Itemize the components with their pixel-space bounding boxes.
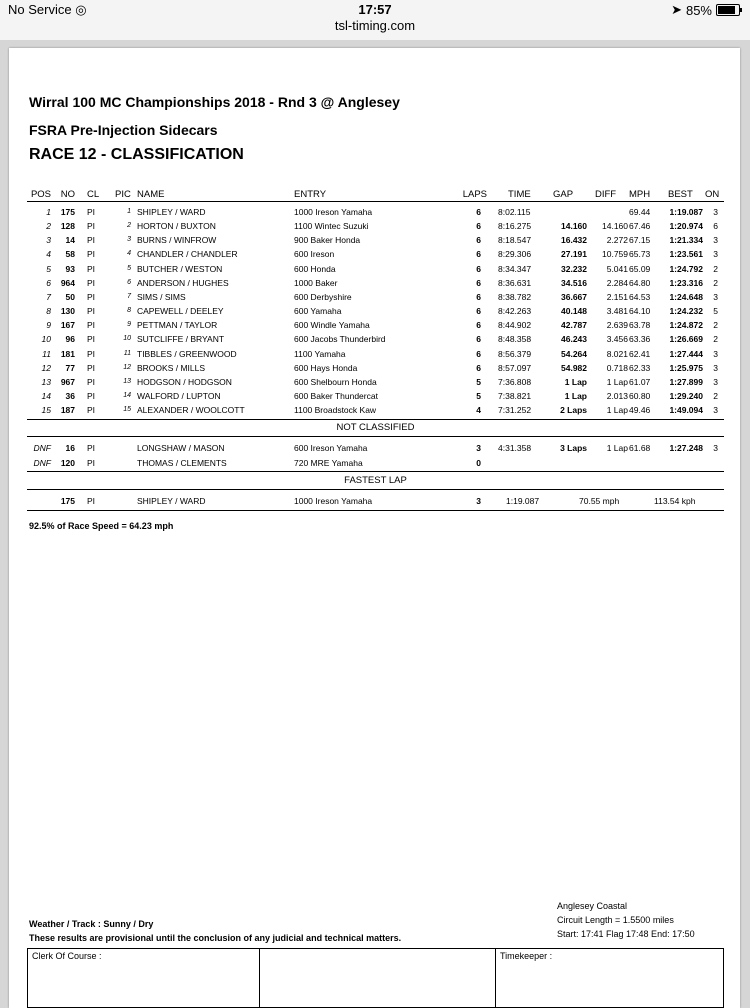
cell-name: HODGSON / HODGSON [137, 376, 232, 387]
cell-gap: 36.667 [561, 291, 587, 302]
col-diff: DIFF [595, 189, 617, 200]
cell-on: 3 [713, 405, 718, 416]
cell-name: SHIPLEY / WARD [137, 207, 206, 217]
cell-mph: 65.73 [629, 249, 651, 260]
cell-gap: 54.264 [561, 348, 587, 359]
cell-time: 7:31.252 [498, 405, 532, 416]
cell-mph: 64.53 [629, 291, 651, 302]
col-cl: CL [87, 189, 100, 200]
weather-track: Weather / Track : Sunny / Dry [29, 919, 154, 929]
cell-gap: 16.432 [561, 235, 587, 246]
cell-gap: 1 Lap [564, 390, 587, 401]
fl-cl: PI [87, 496, 96, 506]
cell-best: 1:27.444 [669, 348, 703, 359]
cell-no: 181 [60, 348, 75, 359]
col-pic: PIC [115, 189, 131, 200]
cell-entry: 600 Windle Yamaha [294, 320, 370, 331]
cell-time: 7:36.808 [498, 376, 532, 387]
cell-entry: 600 Baker Thundercat [294, 390, 378, 401]
cell-diff: 14.160 [602, 221, 628, 232]
cell-pic: 1 [127, 208, 131, 215]
dnf-cell-name: LONGSHAW / MASON [137, 443, 225, 453]
cell-entry: 900 Baker Honda [294, 235, 361, 246]
col-name: NAME [137, 189, 165, 200]
cell-time: 8:02.115 [498, 207, 531, 217]
results-document [9, 48, 740, 1008]
cell-cl: PI [87, 221, 96, 232]
col-pos: POS [30, 189, 51, 200]
dnf-cell-name: THOMAS / CLEMENTS [137, 457, 227, 468]
cell-no: 96 [65, 334, 75, 345]
cell-name: ALEXANDER / WOOLCOTT [137, 405, 245, 416]
cell-time: 8:38.782 [498, 291, 532, 302]
address-bar[interactable]: tsl-timing.com [334, 18, 416, 33]
cell-name: SIMS / SIMS [137, 291, 186, 302]
cell-laps: 6 [476, 291, 481, 302]
wifi-icon: ◎ [75, 2, 87, 17]
cell-mph: 62.41 [629, 348, 651, 359]
cell-pos: 14 [41, 390, 51, 401]
cell-pos: 9 [46, 320, 51, 331]
cell-diff: 1 Lap [606, 405, 628, 416]
cell-pos: 8 [46, 306, 51, 317]
cell-laps: 6 [476, 277, 481, 288]
cell-name: BURNS / WINFROW [137, 235, 217, 246]
rule [27, 489, 724, 490]
cell-name: HORTON / BUXTON [137, 221, 216, 232]
cell-mph: 64.10 [629, 306, 651, 317]
cell-pos: 3 [46, 235, 51, 246]
battery-icon [716, 4, 740, 16]
cell-entry: 1100 Wintec Suzuki [294, 221, 369, 232]
cell-gap: 54.982 [561, 362, 587, 373]
cell-cl: PI [87, 277, 96, 288]
cell-diff: 2.013 [606, 390, 628, 401]
cell-laps: 6 [476, 221, 481, 232]
fl-entry: 1000 Ireson Yamaha [294, 496, 373, 506]
cell-time: 8:34.347 [498, 263, 532, 274]
cell-cl: PI [87, 320, 96, 331]
cell-mph: 60.80 [629, 390, 651, 401]
dnf-cell-gap: 3 Laps [560, 443, 587, 453]
cell-name: WALFORD / LUPTON [137, 390, 221, 401]
signature-box-middle [259, 948, 496, 1008]
cell-pic: 8 [127, 307, 131, 315]
cell-best: 1:20.974 [669, 221, 703, 232]
col-time: TIME [508, 189, 531, 200]
cell-name: CAPEWELL / DEELEY [137, 306, 224, 317]
cell-cl: PI [87, 249, 96, 260]
cell-pos: 2 [46, 221, 51, 232]
cell-on: 3 [713, 348, 718, 359]
cell-pic: 2 [127, 222, 131, 230]
cell-pos: 15 [41, 405, 51, 416]
dnf-cell-cl: PI [87, 443, 96, 453]
cell-mph: 49.46 [629, 405, 651, 416]
cell-no: 130 [60, 306, 75, 317]
col-laps: LAPS [462, 189, 487, 200]
cell-pos: 1 [46, 207, 51, 217]
cell-cl: PI [87, 362, 96, 373]
cell-pos: 10 [41, 334, 51, 345]
clock: 17:57 [358, 2, 392, 17]
cell-mph: 63.36 [629, 334, 651, 345]
cell-gap: 40.148 [561, 306, 587, 317]
cell-on: 2 [713, 320, 718, 331]
cell-entry: 600 Derbyshire [294, 291, 352, 302]
cell-on: 3 [713, 207, 718, 217]
cell-mph: 67.46 [629, 221, 651, 232]
cell-mph: 67.15 [629, 235, 651, 246]
cell-cl: PI [87, 306, 96, 317]
cell-diff: 2.284 [606, 277, 628, 288]
dnf-cell-entry: 600 Ireson Yamaha [294, 443, 368, 453]
cell-time: 8:16.275 [498, 221, 532, 232]
cell-entry: 600 Shelbourn Honda [294, 376, 377, 387]
circuit-length: Circuit Length = 1.5500 miles [557, 915, 674, 925]
fl-time: 1:19.087 [506, 496, 540, 506]
cell-name: PETTMAN / TAYLOR [137, 320, 218, 331]
cell-pos: 7 [46, 291, 51, 302]
cell-pos: 12 [41, 362, 51, 373]
fl-no: 175 [60, 496, 75, 506]
cell-mph: 64.80 [629, 277, 651, 288]
cell-gap: 2 Laps [560, 405, 587, 416]
carrier-status: No Service ◎ [8, 2, 87, 17]
cell-cl: PI [87, 376, 96, 387]
cell-gap: 14.160 [561, 221, 587, 232]
cell-laps: 6 [476, 320, 481, 331]
cell-on: 3 [713, 291, 718, 302]
cell-entry: 600 Jacobs Thunderbird [294, 334, 386, 345]
timekeeper-box [495, 948, 724, 1008]
col-gap: GAP [553, 189, 574, 200]
cell-laps: 6 [476, 334, 481, 345]
cell-entry: 600 Hays Honda [294, 362, 358, 373]
cell-diff: 2.639 [606, 320, 628, 331]
cell-pic: 13 [123, 377, 131, 385]
cell-best: 1:27.899 [669, 376, 703, 387]
cell-on: 2 [713, 334, 718, 345]
cell-gap: 1 Lap [564, 376, 587, 387]
cell-pos: 4 [46, 249, 51, 260]
fl-lap: 3 [476, 496, 481, 506]
cell-pos: 11 [42, 348, 51, 359]
cell-pic: 9 [127, 321, 131, 329]
cell-no: 93 [65, 263, 75, 274]
fastest-lap-heading: FASTEST LAP [344, 475, 407, 486]
cell-name: ANDERSON / HUGHES [137, 277, 229, 288]
cell-best: 1:23.561 [669, 249, 703, 260]
cell-mph: 65.09 [629, 263, 651, 274]
cell-laps: 6 [476, 263, 481, 274]
dnf-cell-time: 4:31.358 [498, 443, 532, 453]
cell-pic: 15 [123, 406, 131, 414]
cell-laps: 6 [476, 207, 481, 217]
cell-time: 7:38.821 [498, 390, 532, 401]
cell-cl: PI [87, 334, 96, 345]
cell-time: 8:44.902 [498, 320, 532, 331]
cell-name: BROOKS / MILLS [137, 362, 206, 373]
cell-no: 128 [60, 221, 75, 232]
clerk-label: Clerk Of Course : [32, 951, 102, 961]
cell-pos: 6 [46, 277, 51, 288]
clerk-of-course-box [27, 948, 260, 1008]
dnf-cell-pos: DNF [33, 443, 51, 453]
cell-no: 187 [60, 405, 75, 416]
cell-mph: 69.44 [629, 207, 651, 217]
dnf-cell-laps: 0 [476, 457, 481, 468]
cell-cl: PI [87, 207, 96, 217]
cell-no: 167 [60, 320, 75, 331]
cell-on: 3 [713, 376, 718, 387]
cell-pic: 4 [127, 250, 131, 258]
cell-entry: 1100 Yamaha [294, 348, 346, 359]
cell-best: 1:29.240 [669, 390, 703, 401]
battery-status: ➤ 85% [671, 2, 740, 18]
cell-on: 6 [713, 221, 718, 232]
cell-diff: 3.456 [606, 334, 628, 345]
cell-cl: PI [87, 291, 96, 302]
cell-no: 50 [65, 291, 75, 302]
cell-entry: 1000 Baker [294, 277, 338, 288]
cell-on: 5 [713, 306, 718, 317]
cell-laps: 6 [476, 362, 481, 373]
cell-diff: 0.718 [606, 362, 628, 373]
dnf-cell-no: 120 [60, 457, 75, 468]
fl-name: SHIPLEY / WARD [137, 496, 206, 506]
cell-pic: 3 [127, 236, 131, 244]
cell-pic: 10 [123, 335, 131, 343]
cell-gap: 32.232 [561, 263, 587, 274]
cell-pic: 12 [123, 363, 131, 371]
dnf-cell-entry: 720 MRE Yamaha [294, 457, 363, 468]
cell-best: 1:24.872 [669, 320, 703, 331]
cell-best: 1:21.334 [669, 235, 703, 246]
cell-pic: 6 [127, 278, 131, 286]
cell-name: SUTCLIFFE / BRYANT [137, 334, 225, 345]
cell-best: 1:23.316 [669, 277, 703, 288]
rule [27, 510, 724, 511]
cell-best: 1:26.669 [669, 334, 703, 345]
circuit-name: Anglesey Coastal [557, 901, 628, 911]
cell-mph: 62.33 [629, 362, 651, 373]
cell-time: 8:48.358 [498, 334, 532, 345]
cell-entry: 1000 Ireson Yamaha [294, 207, 373, 217]
cell-best: 1:49.094 [669, 405, 703, 416]
rule [27, 436, 724, 437]
cell-laps: 5 [476, 390, 481, 401]
cell-best: 1:25.975 [669, 362, 703, 373]
cell-mph: 61.07 [629, 376, 651, 387]
not-classified-heading: NOT CLASSIFIED [336, 422, 415, 433]
cell-best: 1:24.792 [669, 263, 703, 274]
dnf-cell-no: 16 [65, 443, 75, 453]
col-mph: MPH [629, 189, 651, 200]
cell-cl: PI [87, 405, 96, 416]
col-on: ON [705, 189, 720, 200]
cell-on: 3 [713, 249, 718, 260]
cell-best: 1:19.087 [669, 207, 703, 217]
cell-on: 3 [713, 235, 718, 246]
cell-diff: 2.272 [606, 235, 628, 246]
cell-time: 8:18.547 [498, 235, 532, 246]
cell-gap: 27.191 [561, 249, 587, 260]
cell-gap: 46.243 [561, 334, 587, 345]
cell-laps: 5 [476, 376, 481, 387]
race-times: Start: 17:41 Flag 17:48 End: 17:50 [557, 929, 695, 939]
rule [27, 471, 724, 472]
cell-best: 1:24.232 [669, 306, 703, 317]
cell-laps: 6 [476, 348, 481, 359]
cell-no: 175 [60, 207, 75, 217]
cell-on: 3 [713, 362, 718, 373]
event-title: Wirral 100 MC Championships 2018 - Rnd 3 @ Anglesey [29, 94, 400, 110]
cell-no: 967 [60, 376, 75, 387]
cell-no: 77 [65, 362, 75, 373]
cell-no: 36 [65, 390, 75, 401]
cell-pos: 13 [41, 376, 51, 387]
cell-cl: PI [87, 235, 96, 246]
cell-entry: 600 Ireson [294, 249, 335, 260]
cell-pic: 7 [127, 292, 131, 300]
cell-time: 8:57.097 [498, 362, 532, 373]
cell-on: 2 [713, 390, 718, 401]
cell-laps: 6 [476, 249, 481, 260]
class-title: FSRA Pre-Injection Sidecars [29, 122, 218, 138]
location-arrow-icon: ➤ [671, 2, 682, 17]
dnf-cell-diff: 1 Lap [606, 443, 628, 453]
cell-entry: 1100 Broadstock Kaw [294, 405, 377, 416]
cell-time: 8:36.631 [498, 277, 532, 288]
cell-on: 2 [713, 277, 718, 288]
cell-diff: 8.021 [606, 348, 628, 359]
rule [27, 419, 724, 420]
dnf-cell-mph: 61.68 [629, 443, 651, 453]
cell-name: TIBBLES / GREENWOOD [137, 348, 237, 359]
cell-gap: 34.516 [561, 277, 587, 288]
cell-entry: 600 Yamaha [294, 306, 342, 317]
cell-on: 2 [713, 263, 718, 274]
cell-pos: 5 [46, 263, 51, 274]
cell-no: 14 [65, 235, 75, 246]
cell-time: 8:29.306 [498, 249, 532, 260]
col-best: BEST [668, 189, 693, 200]
cell-diff: 1 Lap [606, 376, 628, 387]
cell-laps: 6 [476, 306, 481, 317]
cell-no: 58 [65, 249, 75, 260]
race-title: RACE 12 - CLASSIFICATION [29, 146, 244, 163]
dnf-cell-cl: PI [87, 457, 96, 468]
dnf-cell-pos: DNF [33, 457, 51, 468]
col-entry: ENTRY [294, 189, 327, 200]
status-bar [0, 0, 750, 40]
cell-cl: PI [87, 348, 96, 359]
cell-diff: 5.041 [606, 263, 628, 274]
cell-no: 964 [60, 277, 75, 288]
timekeeper-label: Timekeeper : [500, 951, 553, 961]
provisional-note: These results are provisional until the conclusion of any judicial and technical matters. [29, 933, 402, 943]
cell-best: 1:24.648 [669, 291, 703, 302]
cell-diff: 3.481 [606, 306, 628, 317]
fl-mph: 70.55 mph [579, 496, 620, 506]
dnf-cell-best: 1:27.248 [669, 443, 703, 453]
cell-cl: PI [87, 263, 96, 274]
cell-gap: 42.787 [561, 320, 587, 331]
cell-time: 8:42.263 [498, 306, 532, 317]
col-no: NO [60, 189, 75, 200]
cell-time: 8:56.379 [498, 348, 532, 359]
cell-mph: 63.78 [629, 320, 651, 331]
cell-cl: PI [87, 390, 96, 401]
cell-pic: 11 [123, 349, 131, 357]
cell-entry: 600 Honda [294, 263, 336, 274]
cell-laps: 4 [476, 405, 481, 416]
fl-kph: 113.54 kph [654, 496, 696, 506]
dnf-cell-laps: 3 [476, 443, 481, 453]
cell-pic: 5 [127, 264, 131, 272]
cell-name: BUTCHER / WESTON [137, 263, 223, 274]
cell-diff: 2.151 [606, 291, 628, 302]
cell-diff: 10.759 [602, 249, 628, 260]
header-rule [27, 201, 724, 202]
cell-name: CHANDLER / CHANDLER [137, 249, 238, 260]
cell-laps: 6 [476, 235, 481, 246]
dnf-cell-on: 3 [713, 443, 718, 453]
race-speed-note: 92.5% of Race Speed = 64.23 mph [29, 521, 174, 531]
cell-pic: 14 [123, 391, 131, 399]
